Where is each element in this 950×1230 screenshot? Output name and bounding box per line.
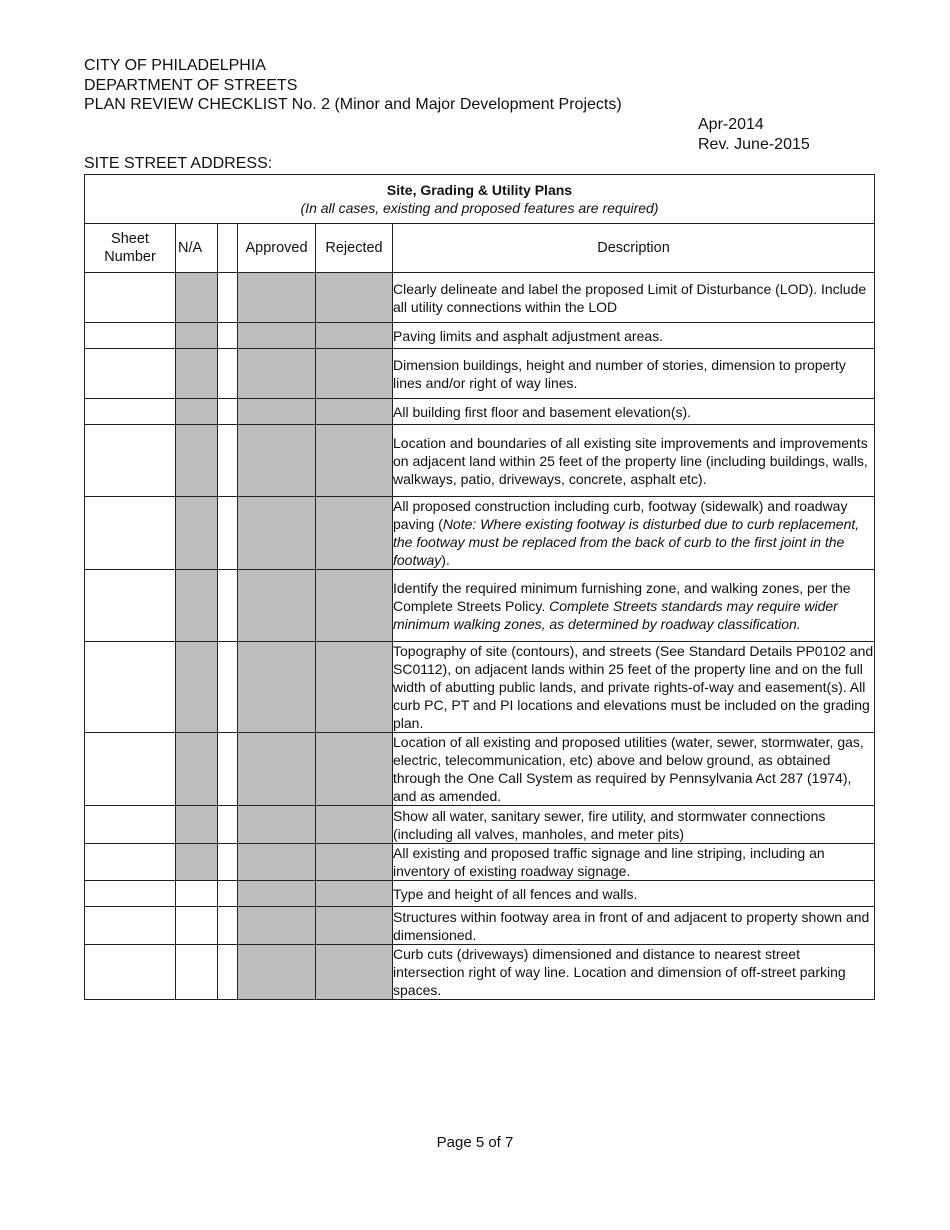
blank-cell [218,399,238,425]
na-cell[interactable] [176,497,218,570]
rejected-cell[interactable] [316,806,393,844]
description-text: Clearly delineate and label the proposed Limit of Disturbance (LOD). Include all utility connections within the LOD [393,280,867,315]
department-name: DEPARTMENT OF STREETS [84,77,298,94]
na-cell[interactable] [176,733,218,806]
table-row [85,733,875,806]
na-cell[interactable] [176,844,218,881]
rejected-cell[interactable] [316,907,393,945]
rejected-cell[interactable] [316,349,393,399]
na-cell[interactable] [176,570,218,642]
na-cell[interactable] [176,273,218,323]
description-cell [393,945,875,1000]
description-cell [393,570,875,642]
rejected-cell[interactable] [316,881,393,907]
na-cell[interactable] [176,907,218,945]
na-cell[interactable] [176,399,218,425]
description-text: All existing and proposed traffic signage and line striping, including an inventory of existing roadway signage. [393,845,825,879]
rejected-cell[interactable] [316,642,393,733]
approved-cell[interactable] [238,425,316,497]
checklist-table [84,174,875,1000]
rejected-cell[interactable] [316,844,393,881]
col-approved: Approved [238,224,316,273]
sheet-number-cell[interactable] [85,881,176,907]
description-text: Paving limits and asphalt adjustment areas. [393,327,664,344]
approved-cell[interactable] [238,881,316,907]
blank-cell [218,642,238,733]
description-text: Structures within footway area in front of and adjacent to property shown and dimensioned. [393,908,870,943]
description-text: Dimension buildings, height and number of stories, dimension to property lines and/or right of way lines. [393,356,846,391]
na-cell[interactable] [176,323,218,349]
table-row [85,642,875,733]
blank-cell [218,349,238,399]
sheet-number-cell[interactable] [85,642,176,733]
table-row [85,323,875,349]
description-text: Location of all existing and proposed utilities (water, sewer, stormwater, gas, electric, telecommunication, etc) above and below ground, as obtained through the One Call System as required by Pennsylvania Act 287 (1974), and as amended. [393,734,864,804]
description-text: Topography of site (contours), and streets (See Standard Details PP0102 and SC0112), on adjacent lands within 25 feet of the property line and on the full width of abutting public lands, and private rights-of-way and easement(s). All curb PC, PT and PI locations and elevations must be included on the grading plan. [393,643,874,731]
blank-cell [218,323,238,349]
na-cell[interactable] [176,642,218,733]
blank-cell [218,881,238,907]
blank-cell [218,273,238,323]
approved-cell[interactable] [238,907,316,945]
approved-cell[interactable] [238,497,316,570]
rejected-cell[interactable] [316,273,393,323]
document-title: PLAN REVIEW CHECKLIST No. 2 (Minor and Major Development Projects) [84,96,622,113]
description-text: Curb cuts (driveways) dimensioned and distance to nearest street intersection right of way line. Location and dimension of off-street parking spaces. [393,946,846,998]
description-text: Location and boundaries of all existing site improvements and improvements on adjacent land within 25 feet of the property line (including buildings, walls, walkways, patio, driveways, concrete, asphalt etc). [393,434,868,487]
approved-cell[interactable] [238,844,316,881]
sheet-number-cell[interactable] [85,570,176,642]
table-row [85,273,875,323]
rejected-cell[interactable] [316,497,393,570]
na-cell[interactable] [176,806,218,844]
rejected-cell[interactable] [316,425,393,497]
description-text: All proposed construction including curb, footway (sidewalk) and roadway paving ( [393,498,848,532]
blank-cell [218,844,238,881]
description-note: Note: Where existing footway is disturbed due to curb replacement, the footway must be replaced from the back of curb to the first joint in the footway [393,516,860,568]
description-cell [393,881,875,907]
blank-cell [218,570,238,642]
description-text: All building first floor and basement elevation(s). [393,403,692,420]
description-cell [393,273,875,323]
table-row [85,907,875,945]
blank-cell [218,497,238,570]
description-cell [393,399,875,425]
sheet-number-cell[interactable] [85,907,176,945]
table-row [85,399,875,425]
description-cell [393,642,875,733]
approved-cell[interactable] [238,273,316,323]
sheet-number-cell[interactable] [85,806,176,844]
sheet-number-cell[interactable] [85,733,176,806]
table-row [85,945,875,1000]
sheet-number-cell[interactable] [85,844,176,881]
description-cell [393,425,875,497]
rejected-cell[interactable] [316,323,393,349]
description-cell [393,806,875,844]
blank-cell [218,907,238,945]
na-cell[interactable] [176,425,218,497]
table-title: Site, Grading & Utility Plans [386,182,573,198]
col-sheet-number: Sheet Number [85,224,176,273]
approved-cell[interactable] [238,570,316,642]
rejected-cell[interactable] [316,570,393,642]
approved-cell[interactable] [238,806,316,844]
rejected-cell[interactable] [316,733,393,806]
table-row [85,570,875,642]
description-text: Show all water, sanitary sewer, fire utility, and stormwater connections (including all valves, manholes, and meter pits) [393,807,826,842]
blank-cell [218,945,238,1000]
col-description: Description [393,224,875,273]
approved-cell[interactable] [238,642,316,733]
table-row [85,844,875,881]
na-cell[interactable] [176,945,218,1000]
blank-cell [218,806,238,844]
rejected-cell[interactable] [316,399,393,425]
sheet-number-cell[interactable] [85,945,176,1000]
approved-cell[interactable] [238,349,316,399]
description-cell [393,844,875,881]
approved-cell[interactable] [238,323,316,349]
approved-cell[interactable] [238,945,316,1000]
table-row [85,497,875,570]
approved-cell[interactable] [238,733,316,806]
description-cell [393,349,875,399]
col-blank [218,224,238,273]
checklist-rows [85,273,875,1000]
col-na: N/A [176,224,218,273]
table-subtitle: (In all cases, existing and proposed features are required) [300,200,659,216]
na-cell[interactable] [176,881,218,907]
description-text: Type and height of all fences and walls. [393,885,638,902]
table-row [85,425,875,497]
col-rejected: Rejected [316,224,393,273]
table-row [85,881,875,907]
sheet-number-cell[interactable] [85,273,176,323]
sheet-number-cell[interactable] [85,399,176,425]
sheet-number-cell[interactable] [85,497,176,570]
description-cell [393,907,875,945]
rejected-cell[interactable] [316,945,393,1000]
table-title-cell [85,175,875,224]
sheet-number-cell[interactable] [85,349,176,399]
na-cell[interactable] [176,349,218,399]
page-number: Page 5 of 7 [436,1134,514,1151]
sheet-number-cell[interactable] [85,425,176,497]
org-name: CITY OF PHILADELPHIA [84,57,266,74]
description-cell [393,323,875,349]
revision-date: Rev. June-2015 [698,136,810,153]
table-row [85,806,875,844]
description-cell [393,497,875,570]
description-text-end: ). [441,552,450,568]
description-cell [393,733,875,806]
issue-date: Apr-2014 [698,116,764,133]
site-address-label: SITE STREET ADDRESS: [84,155,273,172]
table-row [85,349,875,399]
approved-cell[interactable] [238,399,316,425]
sheet-number-cell[interactable] [85,323,176,349]
blank-cell [218,733,238,806]
description-note: Complete Streets standards may require wider minimum walking zones, as determined by roadway classification. [393,597,838,632]
blank-cell [218,425,238,497]
description-text: Identify the required minimum furnishing zone, and walking zones, per the Complete Streets Policy. [393,579,851,614]
